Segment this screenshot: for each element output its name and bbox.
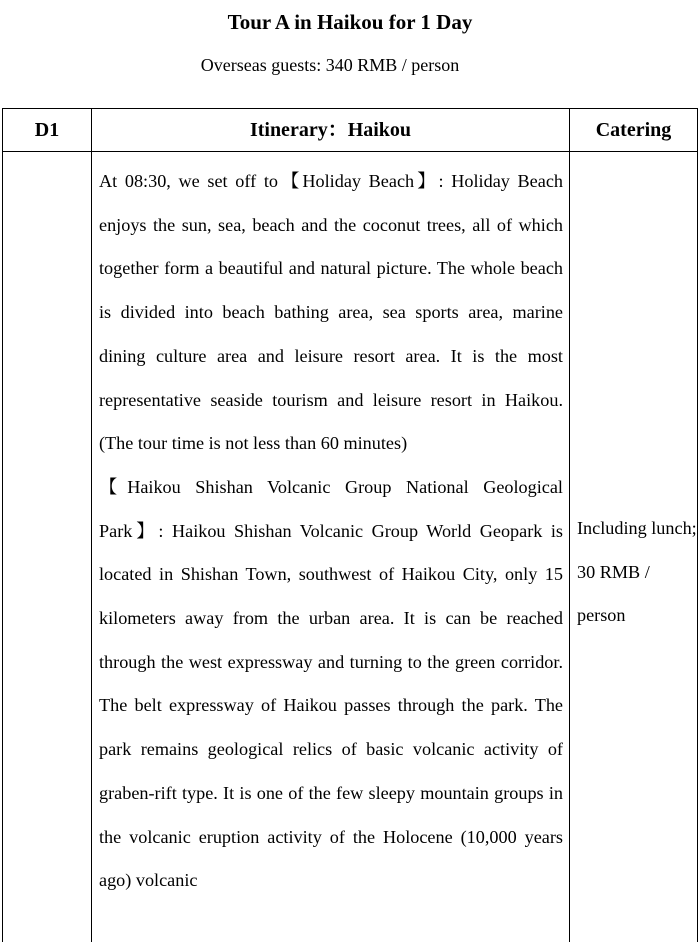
- itinerary-cell: [99, 160, 563, 903]
- header-catering: Catering: [595, 119, 672, 141]
- column-divider: [91, 109, 92, 942]
- column-divider: [569, 109, 570, 942]
- itinerary-paragraph-shishan-geopark: 【Haikou Shishan Volcanic Group National Geological Park】: Haikou Shishan Volcanic Group World Geopark is located in Shishan Town, southwest of Haikou City, only 15 kilometers away from the urban area. It is can be reached through the west expressway and turning to the green corridor. The belt expressway of Haikou passes through the park. The park remains geological relics of basic volcanic activity of graben-rift type. It is one of the few sleepy mountain groups in the volcanic eruption activity of the Holocene (10,000 years ago) volcanic: [99, 476, 563, 891]
- itinerary-paragraph-holiday-beach: At 08:30, we set off to【Holiday Beach】: Holiday Beach enjoys the sun, sea, beach and the coconut trees, all of which together form a beautiful and natural picture. The whole beach is divided into beach bathing area, sea sports area, marine dining culture area and leisure resort area. It is the most representative seaside tourism and leisure resort in Haikou. (The tour time is not less than 60 minutes): [99, 171, 563, 454]
- catering-cell: Including lunch; 30 RMB / person: [577, 518, 697, 626]
- itinerary-table: [2, 108, 698, 942]
- header-divider: [3, 151, 697, 152]
- header-itinerary: Itinerary：Haikou: [249, 119, 412, 141]
- document-title: Tour A in Haikou for 1 Day: [227, 10, 473, 34]
- price-subtitle: Overseas guests: 340 RMB / person: [200, 55, 460, 75]
- header-day: D1: [34, 119, 60, 141]
